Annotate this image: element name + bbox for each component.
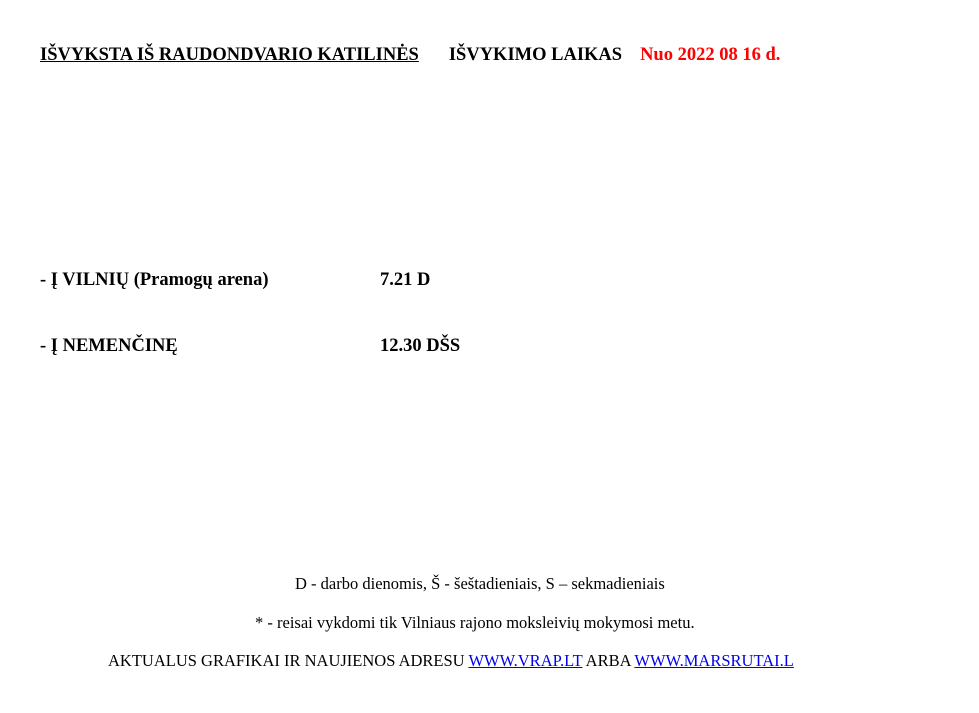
vrap-link[interactable]: WWW.VRAP.LT — [468, 651, 583, 670]
links-separator: ARBA — [585, 651, 631, 670]
route-row — [40, 270, 430, 291]
links-prefix: AKTUALUS GRAFIKAI IR NAUJIENOS ADRESU — [108, 651, 465, 670]
route-destination: - Į VILNIŲ (Pramogų arena) — [40, 270, 269, 290]
day-legend: D - darbo dienomis, Š - šeštadieniais, S – sekmadieniais — [295, 574, 665, 593]
route-row — [40, 336, 460, 357]
marsrutai-link[interactable]: WWW.MARSRUTAI.L — [634, 651, 794, 670]
departure-origin: IŠVYKSTA IŠ RAUDONDVARIO KATILINĖS — [40, 45, 419, 65]
valid-from-date: Nuo 2022 08 16 d. — [640, 45, 781, 65]
route-time: 12.30 DŠS — [380, 336, 461, 356]
schedule-header — [40, 45, 780, 66]
route-destination: - Į NEMENČINĘ — [40, 336, 178, 356]
departure-time-label: IŠVYKIMO LAIKAS — [448, 45, 623, 65]
links-line — [108, 651, 794, 671]
footnote: * - reisai vykdomi tik Vilniaus rajono moksleivių mokymosi metu. — [255, 613, 695, 632]
route-time: 7.21 D — [380, 270, 431, 290]
